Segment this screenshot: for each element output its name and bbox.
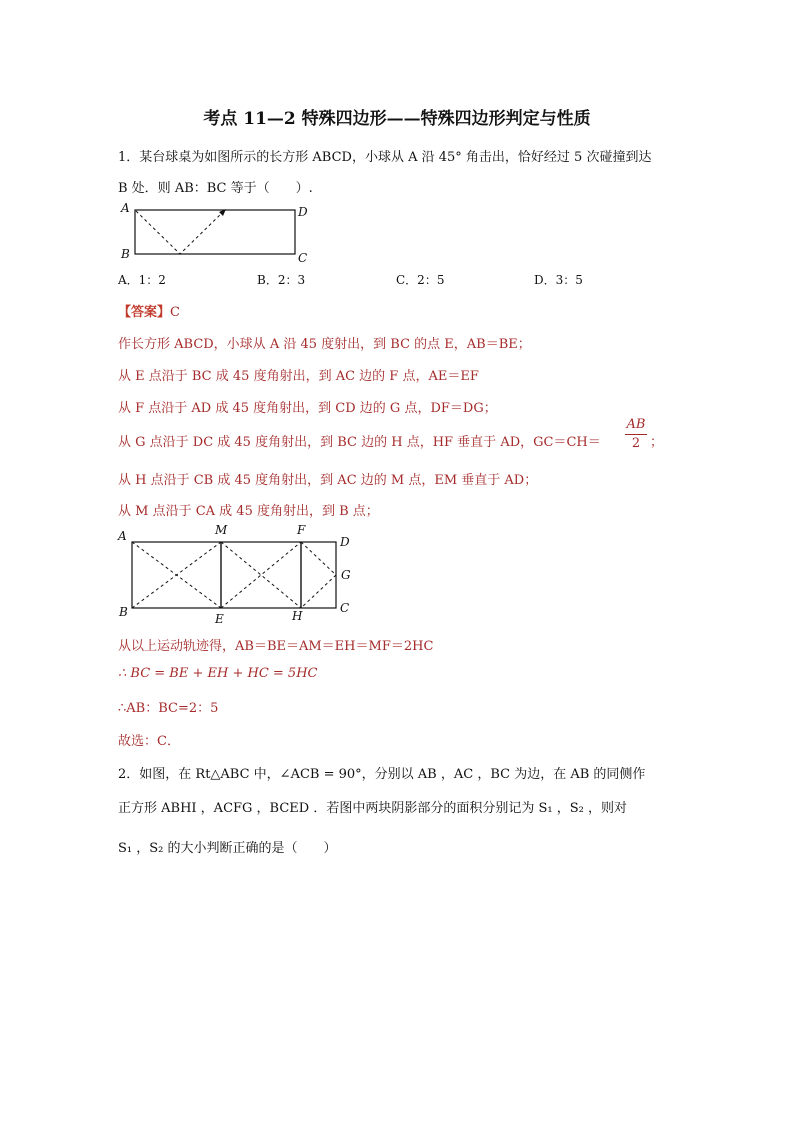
dashed-bm — [132, 542, 221, 608]
figure-2-label-b: B — [119, 605, 128, 619]
dashed-mh — [221, 542, 301, 608]
option-c: C．2：5 — [396, 273, 445, 287]
option-a: A．1：2 — [118, 273, 166, 287]
question-1-text-line-1: 1．某台球桌为如图所示的长方形 ABCD，小球从 A 沿 45° 角击出，恰好经过 5 次碰撞到达 — [118, 150, 652, 165]
figure-2-label-e: E — [215, 612, 224, 626]
solution-line-10: 故选：C． — [118, 734, 180, 749]
figure-1-label-a: A — [121, 201, 130, 215]
figure-2-label-d: D — [340, 535, 350, 549]
figure-2-label-m: M — [215, 523, 228, 537]
option-b: B．2：3 — [257, 273, 306, 287]
solution-line-7: 从以上运动轨迹得，AB＝BE＝AM＝EH＝MF＝2HC — [118, 639, 434, 654]
figure-2-label-a: A — [118, 529, 127, 543]
figure-2-label-h: H — [292, 609, 303, 623]
dashed-fg — [301, 542, 336, 575]
question-2-text-line-1: 2．如图，在 Rt△ABC 中，∠ACB = 90°，分别以 AB ，AC ，BC 为边，在 AB 的同侧作 — [118, 767, 646, 782]
answer-value: C — [170, 305, 180, 320]
dashed-gh — [301, 575, 336, 608]
solution-line-4: 从 G 点沿于 DC 成 45 度角射出，到 BC 边的 H 点，HF 垂直于 AD，GC＝CH＝ — [118, 435, 601, 450]
figure-1-label-b: B — [121, 247, 130, 261]
solution-line-1: 作长方形 ABCD，小球从 A 沿 45 度射出，到 BC 的点 E，AB＝BE； — [118, 337, 531, 352]
question-2-text-line-2: 正方形 ABHI ，ACFG ，BCED ．若图中两块阴影部分的面积分别记为 S₁ ，S₂ ，则对 — [118, 801, 627, 816]
solution-line-5: 从 H 点沿于 CB 成 45 度角射出，到 AC 边的 M 点，EM 垂直于 AD； — [118, 473, 538, 488]
solution-line-2: 从 E 点沿于 BC 成 45 度角射出，到 AC 边的 F 点，AE＝EF — [118, 369, 479, 384]
solution-line-8: ∴ BC = BE + EH + HC = 5HC — [118, 666, 318, 681]
figure-1-label-c: C — [298, 251, 308, 265]
page-title: 考点 11—2 特殊四边形——特殊四边形判定与性质 — [203, 109, 591, 129]
answer-tag: 【答案】 — [118, 305, 171, 320]
figure-2-label-c: C — [340, 601, 350, 615]
solution-line-6: 从 M 点沿于 CA 成 45 度角射出，到 B 点； — [118, 504, 379, 519]
figure-2-label-f: F — [297, 523, 306, 537]
figure-1-label-d: D — [298, 205, 308, 219]
solution-line-4-end: ； — [650, 435, 664, 450]
fraction-numerator: AB — [626, 417, 646, 432]
question-1-text-line-2: B 处．则 AB：BC 等于（ ）. — [118, 181, 313, 196]
solution-line-9: ∴AB：BC=2：5 — [118, 701, 219, 716]
fraction-denominator: 2 — [631, 436, 641, 451]
question-2-text-line-3: S₁ ，S₂ 的大小判断正确的是（ ） — [118, 841, 337, 856]
dashed-ef — [221, 542, 301, 608]
option-d: D．3：5 — [534, 273, 583, 287]
figure-2-rectangle — [132, 542, 336, 608]
figure-2-label-g: G — [341, 568, 351, 582]
solution-line-3: 从 F 点沿于 AD 成 45 度角射出，到 CD 边的 G 点，DF＝DG； — [118, 401, 497, 416]
